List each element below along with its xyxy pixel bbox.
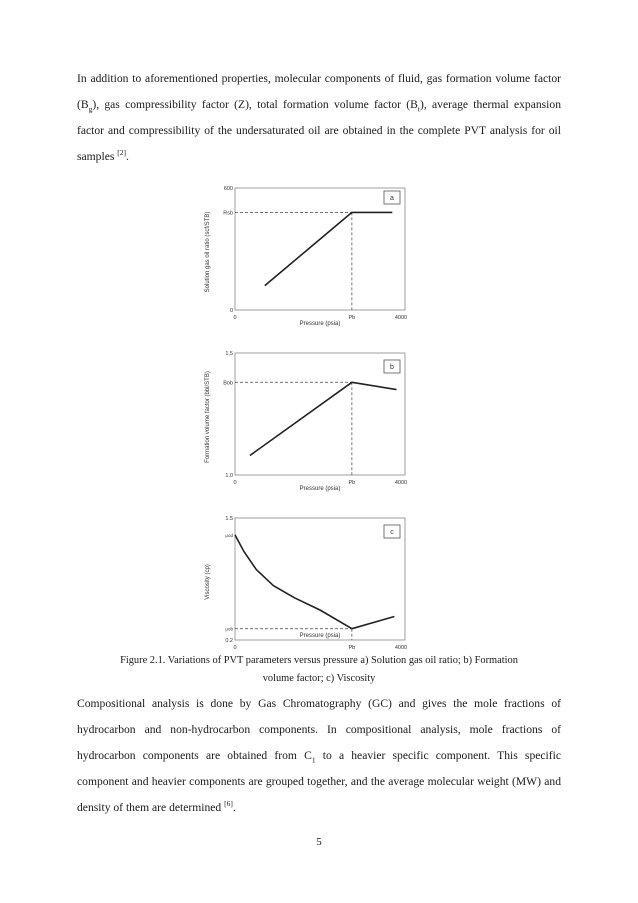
text-run: . bbox=[126, 150, 129, 163]
y-axis-label: Viscosity (cp) bbox=[205, 564, 211, 600]
series-line bbox=[250, 382, 397, 455]
chart-solution-gas-oil-ratio bbox=[195, 180, 425, 330]
x-tick-pb: Pb bbox=[348, 315, 356, 321]
y-tick-min: 0 bbox=[229, 308, 233, 314]
reference-superscript: [6] bbox=[224, 799, 233, 809]
text-run: ), average thermal expansion factor and compressibility of the undersaturated oil are obtained in the complete PVT analysis for oil samples bbox=[77, 98, 561, 163]
figure-caption bbox=[77, 652, 561, 688]
reference-superscript: [2] bbox=[117, 148, 126, 158]
plot-area bbox=[235, 518, 405, 640]
subscript-1: 1 bbox=[311, 755, 316, 765]
x-tick-zero: 0 bbox=[233, 480, 237, 486]
x-axis-label: Pressure (psia) bbox=[299, 486, 341, 492]
y-tick-muob: μob bbox=[225, 626, 233, 632]
text-run: Compositional analysis is done by Gas Chromatography (GC) and gives the mole fractions of hydrocarbon and non-hydrocarbon components. In compositional analysis, mole fractions of hydrocarbon components are obtained from C bbox=[77, 697, 561, 762]
page-number: 5 bbox=[316, 836, 322, 848]
x-tick-zero: 0 bbox=[233, 315, 237, 321]
x-tick-zero: 0 bbox=[233, 645, 237, 651]
chart-formation-volume-factor bbox=[195, 345, 425, 495]
subscript-t: t bbox=[417, 104, 420, 114]
y-tick-max: 1.5 bbox=[225, 351, 233, 357]
y-tick-min: 1.0 bbox=[225, 473, 233, 479]
chart-b-svg bbox=[195, 345, 425, 495]
plot-area bbox=[235, 353, 405, 475]
x-tick-pb: Pb bbox=[348, 645, 356, 651]
y-tick-min: 0.2 bbox=[225, 638, 233, 644]
y-axis-label: Formation volume factor (bbl/STB) bbox=[205, 371, 211, 463]
x-axis-label: Pressure (psia) bbox=[299, 633, 341, 639]
series-line bbox=[265, 212, 393, 285]
panel-label: c bbox=[390, 529, 394, 536]
y-tick-muod: μod bbox=[225, 532, 233, 538]
subscript-g: g bbox=[88, 104, 93, 114]
caption-line-1: Figure 2.1. Variations of PVT parameters versus pressure a) Solution gas oil ratio; b) Formation bbox=[120, 655, 518, 666]
y-tick-max: 600 bbox=[223, 186, 233, 192]
x-tick-max: 4000 bbox=[394, 480, 408, 486]
y-axis-label: Solution gas oil ratio (scf/STB) bbox=[205, 211, 211, 293]
text-run: . bbox=[232, 801, 236, 814]
text-run: ), gas compressibility factor (Z), total formation volume factor (B bbox=[92, 98, 418, 111]
chart-a-svg bbox=[195, 180, 425, 330]
chart-c-svg bbox=[195, 510, 425, 660]
text-run: In addition to aforementioned properties, molecular components of fluid, gas formation volume factor (B bbox=[77, 72, 561, 111]
x-tick-pb: Pb bbox=[348, 480, 356, 486]
x-tick-max: 4000 bbox=[394, 315, 408, 321]
chart-viscosity bbox=[195, 510, 425, 660]
x-axis-label: Pressure (psia) bbox=[299, 321, 341, 327]
y-tick-bob: Bob bbox=[223, 380, 233, 387]
plot-area bbox=[235, 188, 405, 310]
caption-line-2: volume factor; c) Viscosity bbox=[262, 673, 376, 684]
panel-label: b bbox=[390, 364, 394, 371]
panel-label: a bbox=[390, 195, 394, 202]
x-tick-max: 4000 bbox=[394, 645, 408, 651]
y-tick-max: 1.5 bbox=[225, 516, 233, 522]
paragraph-pvt-properties bbox=[77, 66, 561, 170]
paragraph-compositional-analysis bbox=[77, 691, 561, 821]
series-line bbox=[235, 535, 394, 629]
y-tick-rsb: Rsb bbox=[223, 210, 233, 217]
text-run: to a heavier specific component. This specific component and heavier components are grouped together, and the average molecular weight (MW) and density of them are determined bbox=[77, 749, 561, 814]
